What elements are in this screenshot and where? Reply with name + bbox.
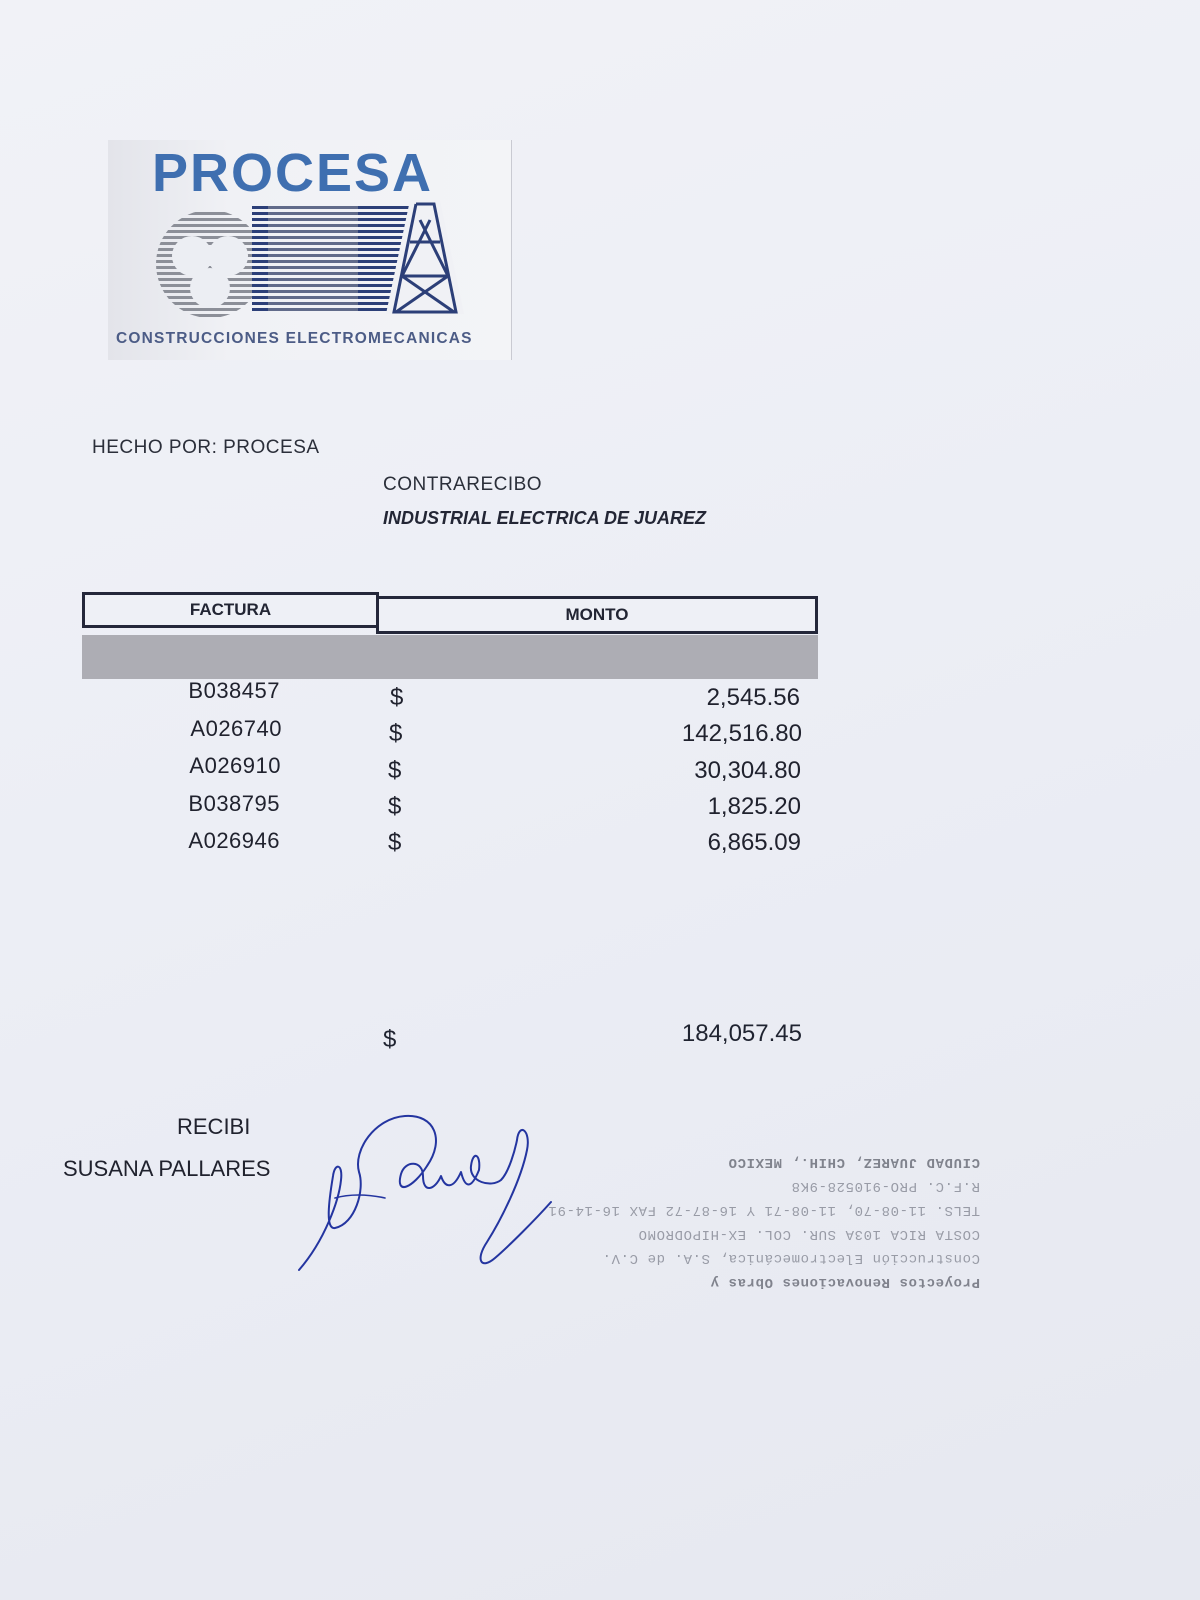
currency-symbol: $ xyxy=(388,757,402,784)
table-shaded-band xyxy=(82,635,818,679)
currency-symbol: $ xyxy=(389,720,403,747)
stamp-line: R.F.C. PRO-910528-9K8 xyxy=(790,1178,980,1194)
invoice-number: A026910 xyxy=(189,753,281,778)
total-currency-symbol: $ xyxy=(383,1026,397,1053)
stamp-line: Proyectos Renovaciones Obras y xyxy=(709,1274,980,1290)
column-header-factura: FACTURA xyxy=(82,592,379,628)
invoice-number: A026946 xyxy=(188,828,280,853)
stamp-line: CIUDAD JUAREZ, CHIH., MEXICO xyxy=(727,1154,980,1170)
invoice-number: A026740 xyxy=(190,716,282,741)
invoice-amount: 142,516.80 xyxy=(681,720,802,747)
logo-subtitle: CONSTRUCCIONES ELECTROMECANICAS xyxy=(116,330,473,347)
invoice-amount: 6,865.09 xyxy=(707,829,801,856)
made-by-label: HECHO POR: PROCESA xyxy=(92,437,320,458)
stamp-line: TELS. 11-08-70, 11-08-71 Y 16-87-72 FAX 16-14-91 xyxy=(547,1202,980,1218)
total-amount: 184,057.45 xyxy=(681,1020,802,1047)
invoice-number: B038457 xyxy=(188,678,280,703)
company-stamp xyxy=(547,1150,980,1294)
invoice-amount: 1,825.20 xyxy=(707,793,801,820)
company-logo xyxy=(108,140,512,360)
invoice-amount: 2,545.56 xyxy=(706,684,800,711)
invoice-amount: 30,304.80 xyxy=(694,757,801,784)
receiver-name: SUSANA PALLARES xyxy=(63,1156,271,1181)
received-label: RECIBI xyxy=(177,1114,251,1139)
stamp-line: Construcción Electromecánica, S.A. de C.V. xyxy=(601,1250,980,1266)
column-header-monto: MONTO xyxy=(376,596,818,634)
invoice-number: B038795 xyxy=(188,791,280,816)
document-type: CONTRARECIBO xyxy=(383,474,543,495)
currency-symbol: $ xyxy=(390,684,404,711)
invoice-table-header xyxy=(82,590,820,638)
currency-symbol: $ xyxy=(388,793,402,820)
handwritten-signature xyxy=(295,1110,565,1280)
currency-symbol: $ xyxy=(388,829,402,856)
stamp-line: COSTA RICA 103A SUR. COL. EX-HIPODROMO xyxy=(637,1226,980,1242)
logo-emblem-icon xyxy=(148,200,468,320)
logo-title: PROCESA xyxy=(152,143,434,203)
company-name: INDUSTRIAL ELECTRICA DE JUAREZ xyxy=(383,508,707,528)
